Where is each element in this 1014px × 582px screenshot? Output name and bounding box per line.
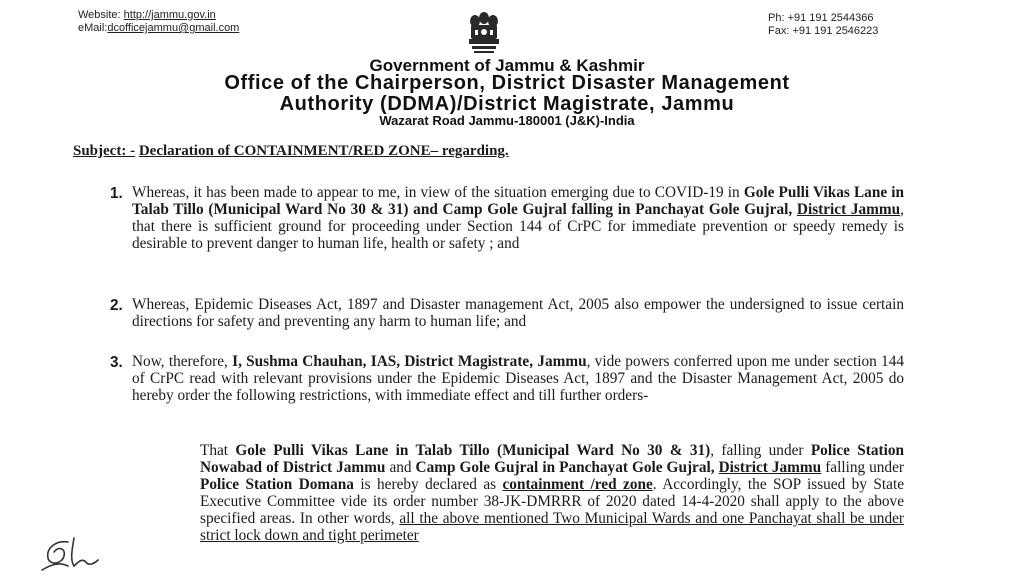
office-title-line1: Office of the Chairperson, District Disaster Management xyxy=(224,72,790,94)
government-title: Government of Jammu & Kashmir xyxy=(369,56,645,75)
email-link[interactable]: dcofficejammu@gmail.com xyxy=(107,22,240,34)
para-3-number: 3. xyxy=(110,354,123,371)
paragraph-3: Now, therefore, I, Sushma Chauhan, IAS, District Magistrate, Jammu, vide powers conferred upon me under section 144 of CrPC read with relevant provisions under the Epidemic Diseases Act, 1897 and the Disaster Management Act, 2005 do hereby order the following restrictions, with immediate effect and till further orders- xyxy=(132,353,904,404)
phone-number: Ph: +91 191 2544366 xyxy=(768,12,874,24)
subject-text: Declaration of CONTAINMENT/RED ZONE– regarding. xyxy=(138,143,509,159)
website-link[interactable]: http://jammu.gov.in xyxy=(123,9,216,21)
website-line xyxy=(78,9,239,22)
para-1-number: 1. xyxy=(110,185,123,202)
office-address: Wazarat Road Jammu-180001 (J&K)-India xyxy=(379,113,635,128)
paragraph-order: That Gole Pulli Vikas Lane in Talab Tillo (Municipal Ward No 30 & 31), falling under Police Station Nowabad of District Jammu and Camp Gole Gujral in Panchayat Gole Gujral, District Jammu falling under Police Station Domana is hereby declared as containment /red zone. Accordingly, the SOP issued by State Executive Committee vide its order number 38-JK-DMRRR of 2020 dated 14-4-2020 shall apply to the above specified areas. In other words, all the above mentioned Two Municipal Wards and one Panchayat shall be under strict lock down and tight perimeter xyxy=(200,442,905,544)
subject-label: Subject: - xyxy=(73,143,136,159)
office-title-line2: Authority (DDMA)/District Magistrate, Jammu xyxy=(279,93,735,115)
subject-line xyxy=(73,143,509,160)
para-2-number: 2. xyxy=(110,297,123,314)
signature-icon xyxy=(38,532,118,576)
email-line xyxy=(78,22,239,35)
paragraph-2: Whereas, Epidemic Diseases Act, 1897 and Disaster management Act, 2005 also empower the undersigned to issue certain directions for safety and preventing any harm to human life; and xyxy=(132,296,904,330)
website-label: Website: xyxy=(78,9,121,21)
email-label: eMail: xyxy=(78,22,108,34)
header-phone-fax xyxy=(768,12,878,38)
header-contact xyxy=(78,9,239,35)
fax-number: Fax: +91 191 2546223 xyxy=(768,25,879,37)
national-emblem-icon xyxy=(463,10,505,56)
paragraph-1: Whereas, it has been made to appear to me, in view of the situation emerging due to COVID-19 in Gole Pulli Vikas Lane in Talab Tillo (Municipal Ward No 30 & 31) and Camp Gole Gujral falling in Panchayat Gole Gujral, District Jammu, that there is sufficient ground for proceeding under Section 144 of CrPC for immediate prevention or speedy remedy is desirable to prevent danger to human life, health or safety ; and xyxy=(132,184,905,252)
